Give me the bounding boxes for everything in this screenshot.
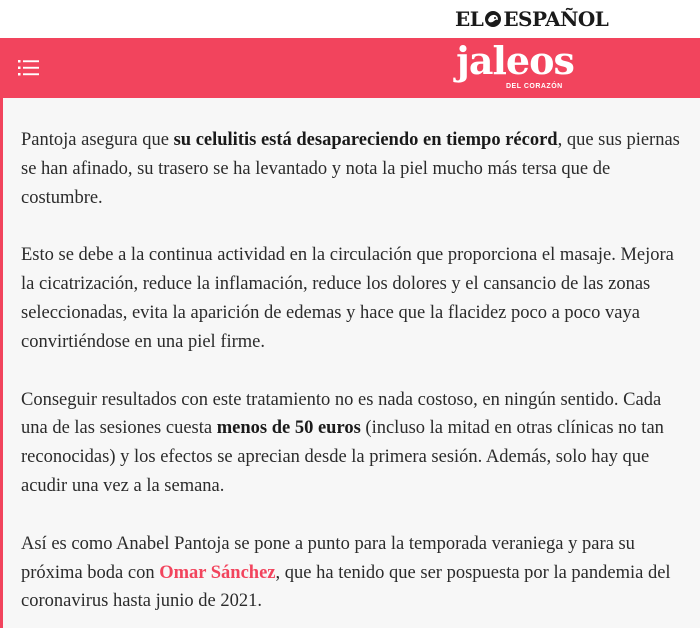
article-paragraph-2 [21, 241, 681, 356]
article-content-area [0, 98, 700, 628]
top-bar [0, 0, 700, 38]
el-espanol-logo[interactable] [455, 5, 608, 33]
lion-icon [484, 10, 502, 28]
paragraph-text: Conseguir resultados con este tratamiento no es nada costoso, en ningún sentido. Cada una de las sesiones cuesta [21, 389, 662, 439]
el-espanol-logo-right: ESPAÑOL [503, 7, 609, 31]
paragraph-text: , que ha tenido que ser pospuesta por la pandemia del coronavirus hasta junio de 2021. [21, 562, 671, 612]
article-paragraph-3 [21, 386, 681, 501]
paragraph-highlight: su celulitis está desapareciendo en tiempo récord [173, 130, 558, 150]
el-espanol-logo-left: EL [455, 7, 484, 31]
accent-line [0, 98, 3, 628]
paragraph-text: Esto se debe a la continua actividad en la circulación que proporciona el masaje. Mejora la cicatrización, reduce la inflamación, reduce los dolores y el cansancio de las zonas seleccionadas, evita la aparición de edemas y hace que la flacidez poco a poco vaya convirtiéndose en una piel firme. [21, 245, 674, 352]
jaleos-logo[interactable] [458, 40, 578, 96]
brand-tagline: DEL CORAZÓN [506, 83, 563, 90]
paragraph-text: (incluso la mitad en otras clínicas no tan reconocidas) y los efectos se aprecian desde la primera sesión. Además, solo hay que acudir una vez a la semana. [21, 418, 664, 496]
site-navbar [0, 38, 700, 98]
hamburger-menu-icon[interactable] [18, 58, 44, 78]
article-body [21, 126, 681, 628]
article-paragraph-4 [21, 530, 681, 616]
paragraph-text: , que sus piernas se han afinado, su trasero se ha levantado y nota la piel mucho más tersa que de costumbre. [21, 130, 680, 208]
paragraph-text: Así es como Anabel Pantoja se pone a punto para la temporada veraniega y para su próxima boda con [21, 533, 635, 583]
brand-name: jaleos [456, 38, 574, 83]
paragraph-highlight: menos de 50 euros [216, 418, 361, 439]
article-paragraph-1 [21, 126, 681, 212]
paragraph-text: Pantoja asegura que [21, 130, 174, 150]
omar-sanchez-link[interactable]: Omar Sánchez [159, 562, 276, 583]
